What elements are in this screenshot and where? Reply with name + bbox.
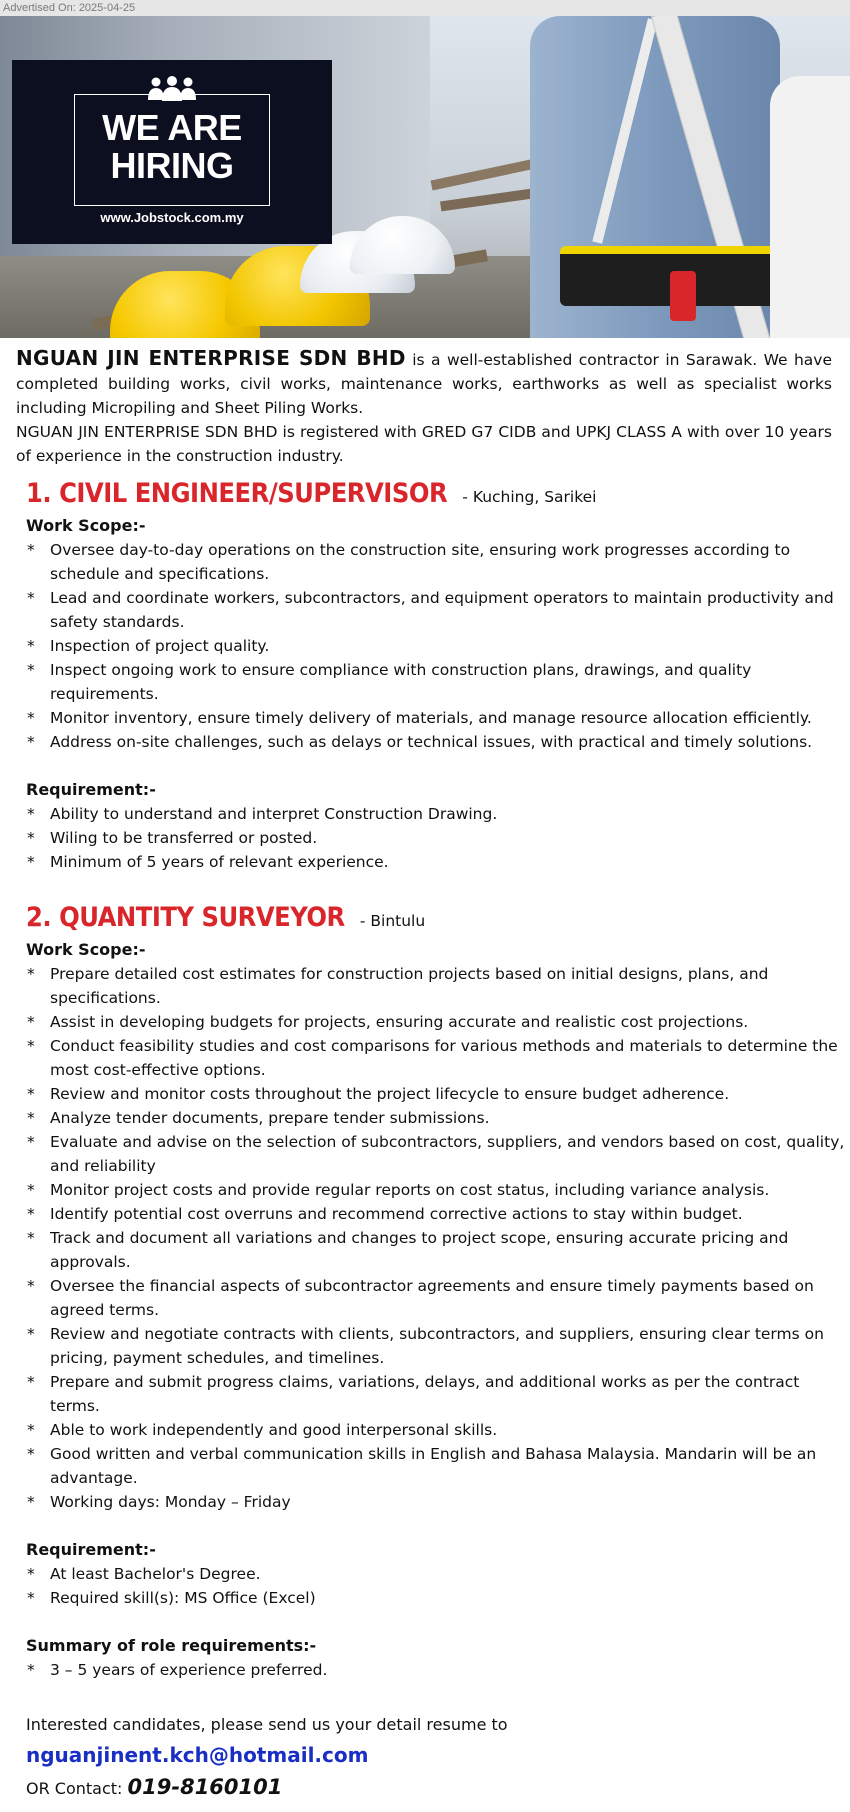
- list-item: * Oversee the financial aspects of subcontractor agreements and ensure timely payments based on agreed terms.: [26, 1274, 846, 1322]
- intro-text: is a well-established contractor in Sarawak. We have completed building works, civil works, maintenance works, earthworks as well as specialist works including Micropiling and Sheet Piling Works.: [16, 351, 832, 417]
- hero-walkie-talkie: [670, 271, 696, 321]
- company-name: NGUAN JIN ENTERPRISE SDN BHD: [16, 346, 406, 370]
- contact-prefix: Interested candidates, please send us your detail resume to: [26, 1715, 508, 1734]
- hiring-frame: [74, 94, 270, 206]
- list-item: * At least Bachelor's Degree.: [26, 1562, 846, 1586]
- list-item: * Working days: Monday – Friday: [26, 1490, 846, 1514]
- job-location: - Bintulu: [359, 912, 426, 930]
- list-item: * Monitor inventory, ensure timely delivery of materials, and manage resource allocation efficiently.: [26, 706, 846, 730]
- list-item: * Evaluate and advise on the selection of subcontractors, suppliers, and vendors based on cost, quality, and reliability: [26, 1130, 846, 1178]
- requirement-heading: Requirement:-: [26, 1540, 156, 1559]
- list-item: * Identify potential cost overruns and recommend corrective actions to stay within budget.: [26, 1202, 846, 1226]
- list-item: * Address on-site challenges, such as delays or technical issues, with practical and timely solutions.: [26, 730, 846, 754]
- hero-second-worker: [770, 76, 850, 338]
- list-item: * Wiling to be transferred or posted.: [26, 826, 846, 850]
- summary-list: [26, 1658, 846, 1682]
- list-item: * Analyze tender documents, prepare tender submissions.: [26, 1106, 846, 1130]
- intro-paragraph-1: [16, 346, 832, 420]
- advertised-date: Advertised On: 2025-04-25: [0, 0, 850, 16]
- list-item: * Good written and verbal communication skills in English and Bahasa Malaysia. Mandarin will be an advantage.: [26, 1442, 846, 1490]
- list-item: * Track and document all variations and changes to project scope, ensuring accurate pricing and approvals.: [26, 1226, 846, 1274]
- list-item: * Lead and coordinate workers, subcontractors, and equipment operators to maintain productivity and safety standards.: [26, 586, 846, 634]
- list-item: * Able to work independently and good interpersonal skills.: [26, 1418, 846, 1442]
- job-posting-civil-engineer: [26, 478, 846, 874]
- job-header: [26, 902, 846, 938]
- job-header: [26, 478, 846, 514]
- contact-phone-line: [26, 1772, 846, 1804]
- list-item: * Inspection of project quality.: [26, 634, 846, 658]
- website-link[interactable]: www.Jobstock.com.my: [100, 210, 244, 225]
- hiring-line-2: HIRING: [110, 145, 234, 186]
- contact-email-line: [26, 1710, 846, 1772]
- requirement-list: [26, 1562, 846, 1610]
- job-title: 1. CIVIL ENGINEER/SUPERVISOR: [26, 478, 448, 509]
- work-scope-heading: Work Scope:-: [26, 940, 146, 959]
- list-item: * Review and negotiate contracts with clients, subcontractors, and suppliers, ensuring clear terms on pricing, payment schedules, and timelines.: [26, 1322, 846, 1370]
- summary-heading: Summary of role requirements:-: [26, 1636, 317, 1655]
- list-item: * Required skill(s): MS Office (Excel): [26, 1586, 846, 1610]
- list-item: * Review and monitor costs throughout the project lifecycle to ensure budget adherence.: [26, 1082, 846, 1106]
- intro-paragraph-2: NGUAN JIN ENTERPRISE SDN BHD is registered with GRED G7 CIDB and UPKJ CLASS A with over 10 years of experience in the construction industry.: [16, 423, 832, 465]
- we-are-hiring-badge: [12, 60, 332, 244]
- list-item: * Ability to understand and interpret Construction Drawing.: [26, 802, 846, 826]
- work-scope-heading: Work Scope:-: [26, 516, 146, 535]
- list-item: * Inspect ongoing work to ensure compliance with construction plans, drawings, and quality requirements.: [26, 658, 846, 706]
- hero-banner: [0, 16, 850, 338]
- work-scope-list: [26, 538, 846, 754]
- list-item: * Assist in developing budgets for projects, ensuring accurate and realistic cost projections.: [26, 1010, 846, 1034]
- company-intro: [16, 346, 832, 468]
- work-scope-list: [26, 962, 846, 1514]
- list-item: * Conduct feasibility studies and cost comparisons for various methods and materials to determine the most cost-effective options.: [26, 1034, 846, 1082]
- contact-email[interactable]: nguanjinent.kch@hotmail.com: [26, 1743, 369, 1767]
- list-item: * Prepare detailed cost estimates for construction projects based on initial designs, plans, and specifications.: [26, 962, 846, 1010]
- hiring-line-1: WE ARE: [102, 107, 242, 148]
- job-posting-quantity-surveyor: [26, 902, 846, 1682]
- requirement-list: [26, 802, 846, 874]
- job-location: - Kuching, Sarikei: [462, 488, 597, 506]
- list-item: * Prepare and submit progress claims, variations, delays, and additional works as per the contract terms.: [26, 1370, 846, 1418]
- contact-section: [26, 1710, 846, 1804]
- contact-phone-prefix: OR Contact:: [26, 1779, 128, 1798]
- job-title: 2. QUANTITY SURVEYOR: [26, 902, 345, 933]
- list-item: * Minimum of 5 years of relevant experience.: [26, 850, 846, 874]
- list-item: * 3 – 5 years of experience preferred.: [26, 1658, 846, 1682]
- list-item: * Monitor project costs and provide regular reports on cost status, including variance analysis.: [26, 1178, 846, 1202]
- contact-phone[interactable]: 019-8160101: [127, 1775, 283, 1799]
- hiring-headline: [75, 109, 269, 185]
- requirement-heading: Requirement:-: [26, 780, 156, 799]
- list-item: * Oversee day-to-day operations on the construction site, ensuring work progresses according to schedule and specifications.: [26, 538, 846, 586]
